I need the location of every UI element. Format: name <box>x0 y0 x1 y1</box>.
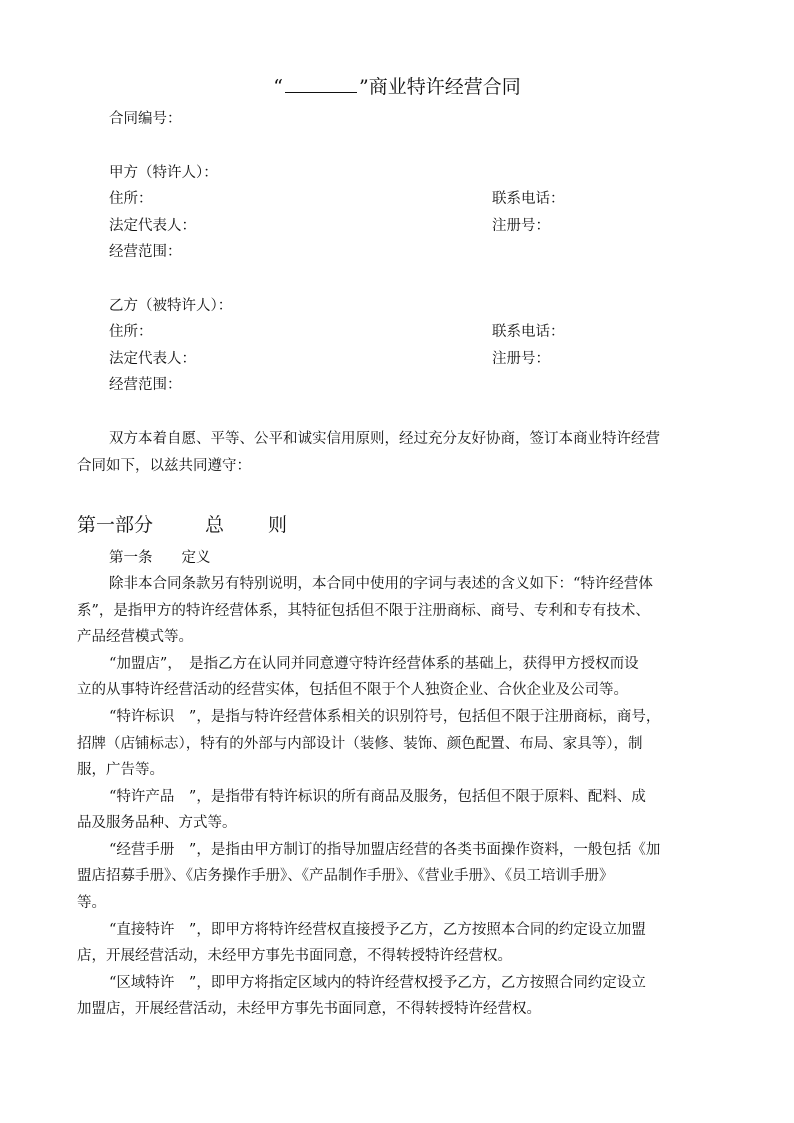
party-a-heading: 甲方（特许人）： <box>109 165 218 181</box>
party-b-representative-label: 法定代表人： <box>109 351 196 367</box>
party-a-address-label: 住所： <box>109 191 153 207</box>
party-b-scope-label: 经营范围： <box>109 377 182 393</box>
part-one-heading <box>77 512 287 538</box>
party-b-address-label: 住所： <box>109 324 153 340</box>
party-b-phone-label: 联系电话： <box>492 324 565 340</box>
body-line: 服，广告等。 <box>77 762 164 778</box>
contract-title <box>0 74 794 100</box>
title-open-quote: “ <box>273 76 283 98</box>
party-a-registration-label: 注册号： <box>492 218 550 234</box>
body-line: 品及服务品种、方式等。 <box>77 815 237 831</box>
part-one-title-char: 总 <box>205 514 225 536</box>
title-blank-line <box>285 76 357 93</box>
body-line: 加盟店，开展经营活动，未经甲方事先书面同意，不得转授特许经营权。 <box>77 1001 541 1017</box>
body-line: “直接特许 ”，即甲方将特许经营权直接授予乙方，乙方按照本合同的约定设立加盟 <box>109 922 646 938</box>
body-line: 系”，是指甲方的特许经营体系，其特征包括但不限于注册商标、商号、专利和专有技术、 <box>77 603 650 619</box>
body-line: “区域特许 ”，即甲方将指定区域内的特许经营权授予乙方，乙方按照合同约定设立 <box>109 975 646 991</box>
part-one-title-char: 则 <box>268 514 288 536</box>
body-line: 等。 <box>77 895 106 911</box>
body-line: “经营手册 ”，是指由甲方制订的指导加盟店经营的各类书面操作资料，一般包括《加 <box>109 842 661 858</box>
body-line: 招牌（店铺标志），特有的外部与内部设计（装修、装饰、颜色配置、布局、家具等），制 <box>77 736 643 752</box>
body-line: “特许标识 ”，是指与特许经营体系相关的识别符号，包括但不限于注册商标，商号， <box>109 709 661 725</box>
body-line: 产品经营模式等。 <box>77 629 193 645</box>
body-line: 店，开展经营活动，未经甲方事先书面同意，不得转授特许经营权。 <box>77 948 512 964</box>
contract-number-label: 合同编号： <box>109 111 182 127</box>
body-line: “特许产品 ”，是指带有特许标识的所有商品及服务，包括但不限于原料、配料、成 <box>109 789 646 805</box>
preamble-line: 双方本着自愿、平等、公平和诚实信用原则，经过充分友好协商，签订本商业特许经营 <box>109 431 660 447</box>
party-b-heading: 乙方（被特许人）： <box>109 298 233 314</box>
body-line: “加盟店”， 是指乙方在认同并同意遵守特许经营体系的基础上，获得甲方授权而设 <box>109 656 639 672</box>
body-line: 盟店招募手册》、《店务操作手册》、《产品制作手册》、《营业手册》、《员工培训手册》 <box>77 868 614 884</box>
party-a-representative-label: 法定代表人： <box>109 218 196 234</box>
article-one-heading: 第一条 定义 <box>109 550 211 566</box>
title-text: ”商业特许经营合同 <box>359 76 521 98</box>
party-a-scope-label: 经营范围： <box>109 244 182 260</box>
body-line: 除非本合同条款另有特别说明，本合同中使用的字词与表述的含义如下：“特许经营体 <box>109 576 653 592</box>
preamble-line: 合同如下，以兹共同遵守： <box>77 458 251 474</box>
body-line: 立的从事特许经营活动的经营实体，包括但不限于个人独资企业、合伙企业及公司等。 <box>77 682 628 698</box>
party-b-registration-label: 注册号： <box>492 351 550 367</box>
party-a-phone-label: 联系电话： <box>492 191 565 207</box>
part-one-label: 第一部分 <box>77 514 154 536</box>
